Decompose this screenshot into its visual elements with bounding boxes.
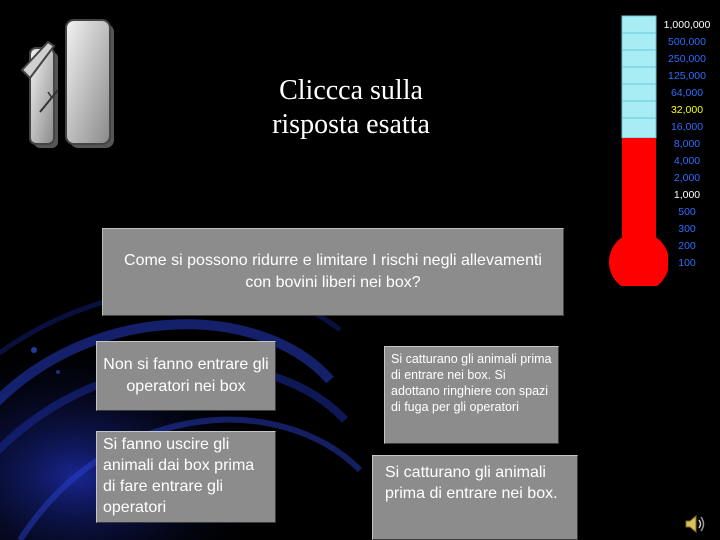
answer-button-b[interactable] (96, 431, 276, 523)
prize-level-500: 500 (678, 206, 696, 218)
prize-level-64000: 64,000 (670, 87, 704, 99)
prize-level-1000000: 1,000,000 (663, 19, 711, 31)
number-one-graphic (18, 12, 118, 152)
thermometer-lower (622, 138, 656, 244)
prize-level-32000: 32,000 (670, 104, 704, 116)
speaker-icon[interactable] (684, 514, 706, 534)
answer-text: Non si fanno entrare gli operatori nei box (103, 356, 269, 395)
prize-ladder (656, 17, 718, 272)
prize-level-300: 300 (678, 223, 696, 235)
question-text: Come si possono ridurre e limitare I rischi negli allevamenti con bovini liberi nei box? (124, 252, 542, 291)
prize-level-125000: 125,000 (668, 70, 706, 82)
answer-text: Si catturano gli animali prima di entrare nei box. Si adottano ringhiere con spazi di fuga per gli operatori (391, 352, 552, 414)
question-box (102, 228, 564, 316)
title-line-2: risposta esatta (272, 109, 430, 140)
answer-button-c[interactable] (384, 346, 559, 444)
answer-button-a[interactable] (96, 341, 276, 411)
thermometer-upper (622, 16, 656, 138)
prize-level-8000: 8,000 (673, 138, 701, 150)
prize-level-16000: 16,000 (670, 121, 704, 133)
prize-level-200: 200 (678, 240, 696, 252)
prize-level-2000: 2,000 (673, 172, 701, 184)
answer-text: Si fanno uscire gli animali dai box prima di fare entrare gli operatori (103, 436, 255, 516)
answer-button-d[interactable] (372, 455, 578, 540)
answer-text: Si catturano gli animali prima di entrare nei box. (385, 464, 558, 502)
prize-level-1000: 1,000 (673, 189, 701, 201)
prize-level-4000: 4,000 (673, 155, 701, 167)
prize-level-100: 100 (678, 257, 696, 269)
prize-level-500000: 500,000 (668, 36, 706, 48)
prize-level-250000: 250,000 (668, 53, 706, 65)
title-line-1: Cliccca sulla (279, 75, 423, 106)
page-title (220, 74, 482, 142)
